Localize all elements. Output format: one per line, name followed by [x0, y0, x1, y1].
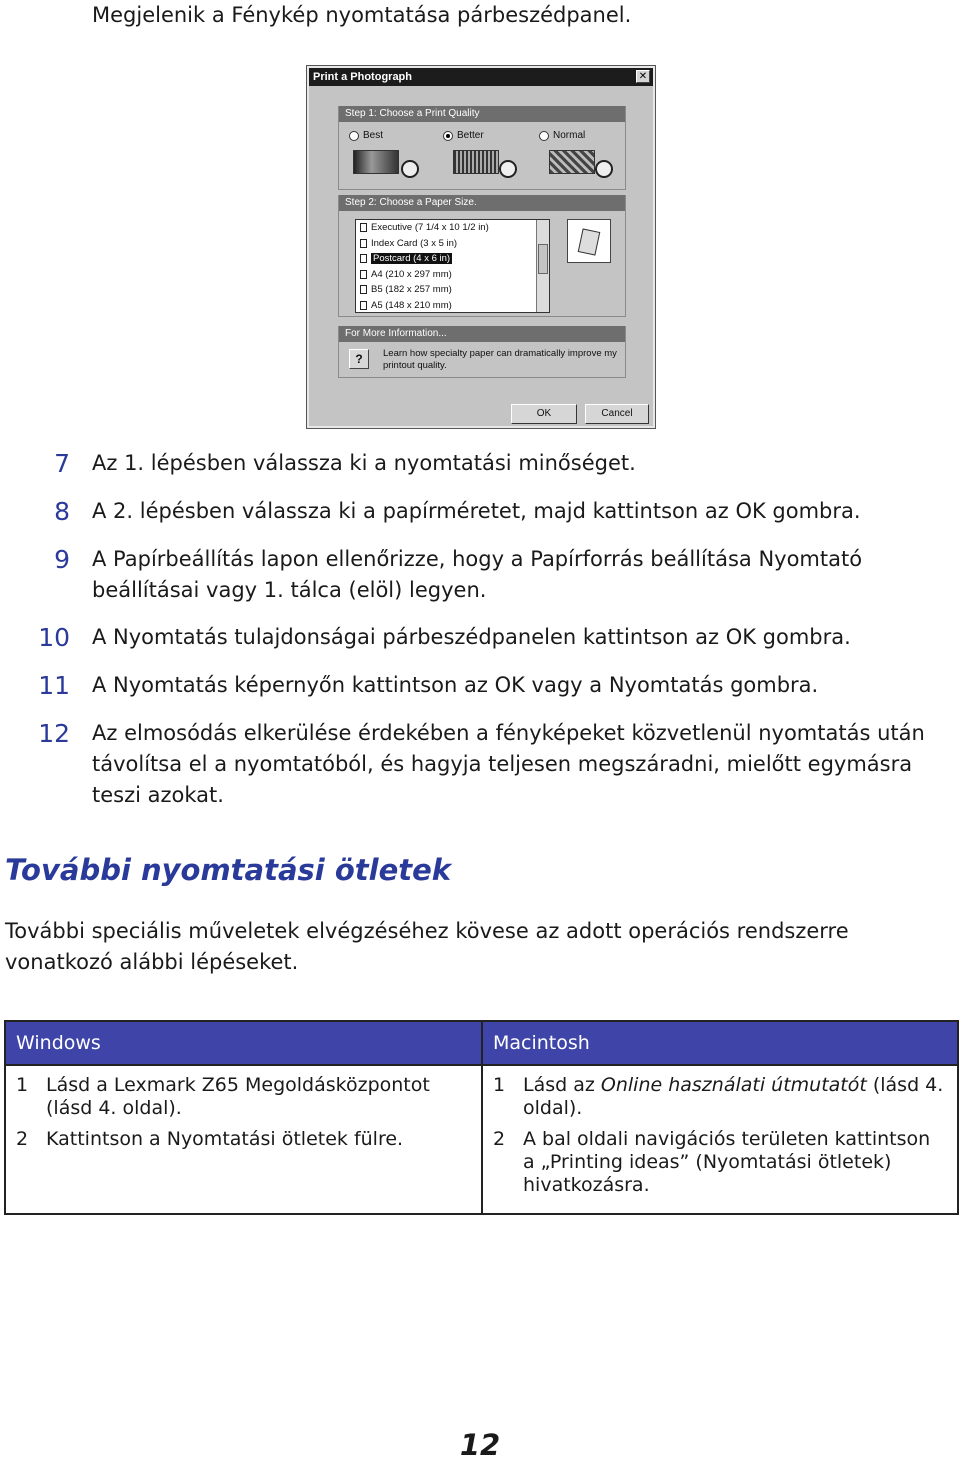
quality-better-label: Better [457, 130, 484, 141]
paper-icon [360, 223, 367, 232]
paper-icon [360, 254, 367, 263]
normal-preview-image [549, 150, 595, 174]
quality-normal-label: Normal [553, 130, 586, 141]
item-number: 1 [493, 1074, 506, 1096]
list-item-selected[interactable]: Postcard (4 x 6 in) [356, 251, 549, 267]
macintosh-header: Macintosh [482, 1021, 958, 1065]
item-text: Lásd a Lexmark Z65 Megoldásközpontot (lásd 4. oldal). [46, 1074, 430, 1119]
section-paragraph: További speciális műveletek elvégzéséhez kövese az adott operációs rendszerre vonatkozó alábbi lépéseket. [5, 919, 849, 974]
page-number: 12 [459, 1428, 501, 1462]
quality-group [338, 106, 626, 190]
windows-cell [5, 1065, 482, 1214]
paper-icon [360, 270, 367, 279]
online-guide-title: Online használati útmutatót [600, 1074, 867, 1096]
paper-icon [360, 285, 367, 294]
step-number: 7 [54, 449, 70, 478]
clock-icon [401, 160, 419, 178]
quality-better-radio[interactable] [443, 130, 484, 141]
step-text: A 2. lépésben válassza ki a papírméretet, majd kattintson az OK gombra. [92, 499, 861, 523]
list-item[interactable]: B5 (182 x 257 mm) [356, 282, 549, 298]
os-instructions-table [4, 1020, 959, 1215]
quality-best-label: Best [363, 130, 384, 141]
list-scrollbar[interactable] [536, 220, 549, 312]
item-text-prefix: Lásd az [523, 1074, 601, 1096]
intro-text: Megjelenik a Fénykép nyomtatása párbeszédpanel. [92, 3, 632, 27]
radio-icon [349, 131, 359, 141]
list-item [16, 1074, 471, 1120]
cancel-button[interactable]: Cancel [585, 404, 649, 424]
list-item[interactable]: Index Card (3 x 5 in) [356, 236, 549, 252]
step-number: 10 [38, 623, 70, 652]
step-text: A Nyomtatás tulajdonságai párbeszédpanelen kattintson az OK gombra. [92, 625, 851, 649]
step-number: 12 [38, 719, 70, 748]
print-photograph-dialog [307, 66, 655, 428]
section-title: További nyomtatási ötletek [5, 853, 452, 887]
item-number: 2 [493, 1128, 506, 1150]
more-info-group [338, 326, 626, 378]
step-number: 11 [38, 671, 70, 700]
macintosh-cell [482, 1065, 958, 1214]
step-text: A Nyomtatás képernyőn kattintson az OK vagy a Nyomtatás gombra. [92, 673, 819, 697]
close-icon[interactable]: ✕ [636, 70, 650, 83]
dialog-title: Print a Photograph [309, 68, 653, 86]
item-text: A bal oldali navigációs területen kattintson a „Printing ideas” (Nyomtatási ötletek) hivatkozásra. [523, 1128, 931, 1196]
scroll-thumb[interactable] [538, 244, 548, 274]
step2-header: Step 2: Choose a Paper Size. [339, 195, 625, 211]
list-item [493, 1074, 947, 1120]
radio-checked-icon [443, 131, 453, 141]
step-text: Az 1. lépésben válassza ki a nyomtatási minőséget. [92, 451, 636, 475]
item-number: 1 [16, 1074, 29, 1096]
clock-icon [595, 160, 613, 178]
ok-button[interactable]: OK [511, 404, 577, 424]
clock-icon [499, 160, 517, 178]
paper-icon [360, 239, 367, 248]
step-text: A Papírbeállítás lapon ellenőrizze, hogy a Papírforrás beállítása Nyomtató beállításai vagy 1. tálca (elöl) legyen. [92, 547, 863, 602]
quality-normal-radio[interactable] [539, 130, 585, 141]
radio-icon [539, 131, 549, 141]
step-number: 9 [54, 545, 70, 574]
quality-best-radio[interactable] [349, 130, 383, 141]
paper-size-list[interactable] [355, 219, 550, 313]
step1-header: Step 1: Choose a Print Quality [339, 106, 625, 122]
item-number: 2 [16, 1128, 29, 1150]
step-number: 8 [54, 497, 70, 526]
more-info-header: For More Information... [339, 326, 625, 342]
best-preview-image [353, 150, 399, 174]
list-item[interactable]: Executive (7 1/4 x 10 1/2 in) [356, 220, 549, 236]
list-item [493, 1128, 947, 1197]
windows-header: Windows [5, 1021, 482, 1065]
better-preview-image [453, 150, 499, 174]
item-text-suffix: (lásd 4. oldal). [523, 1074, 944, 1119]
paper-size-group [338, 195, 626, 317]
step-text: Az elmosódás elkerülése érdekében a fényképeket közvetlenül nyomtatás után távolítsa el a nyomtatóból, és hagyja teljesen megszáradni, mielőtt egymásra teszi azokat. [92, 721, 925, 807]
list-item [16, 1128, 471, 1151]
list-item[interactable]: A5 (148 x 210 mm) [356, 298, 549, 314]
item-text: Kattintson a Nyomtatási ötletek fülre. [46, 1128, 404, 1150]
help-link-text[interactable]: Learn how specialty paper can dramatically improve my printout quality. [383, 348, 617, 371]
paper-icon [360, 301, 367, 310]
list-item[interactable]: A4 (210 x 297 mm) [356, 267, 549, 283]
paper-preview-icon [567, 219, 611, 263]
help-button[interactable]: ? [349, 349, 369, 369]
